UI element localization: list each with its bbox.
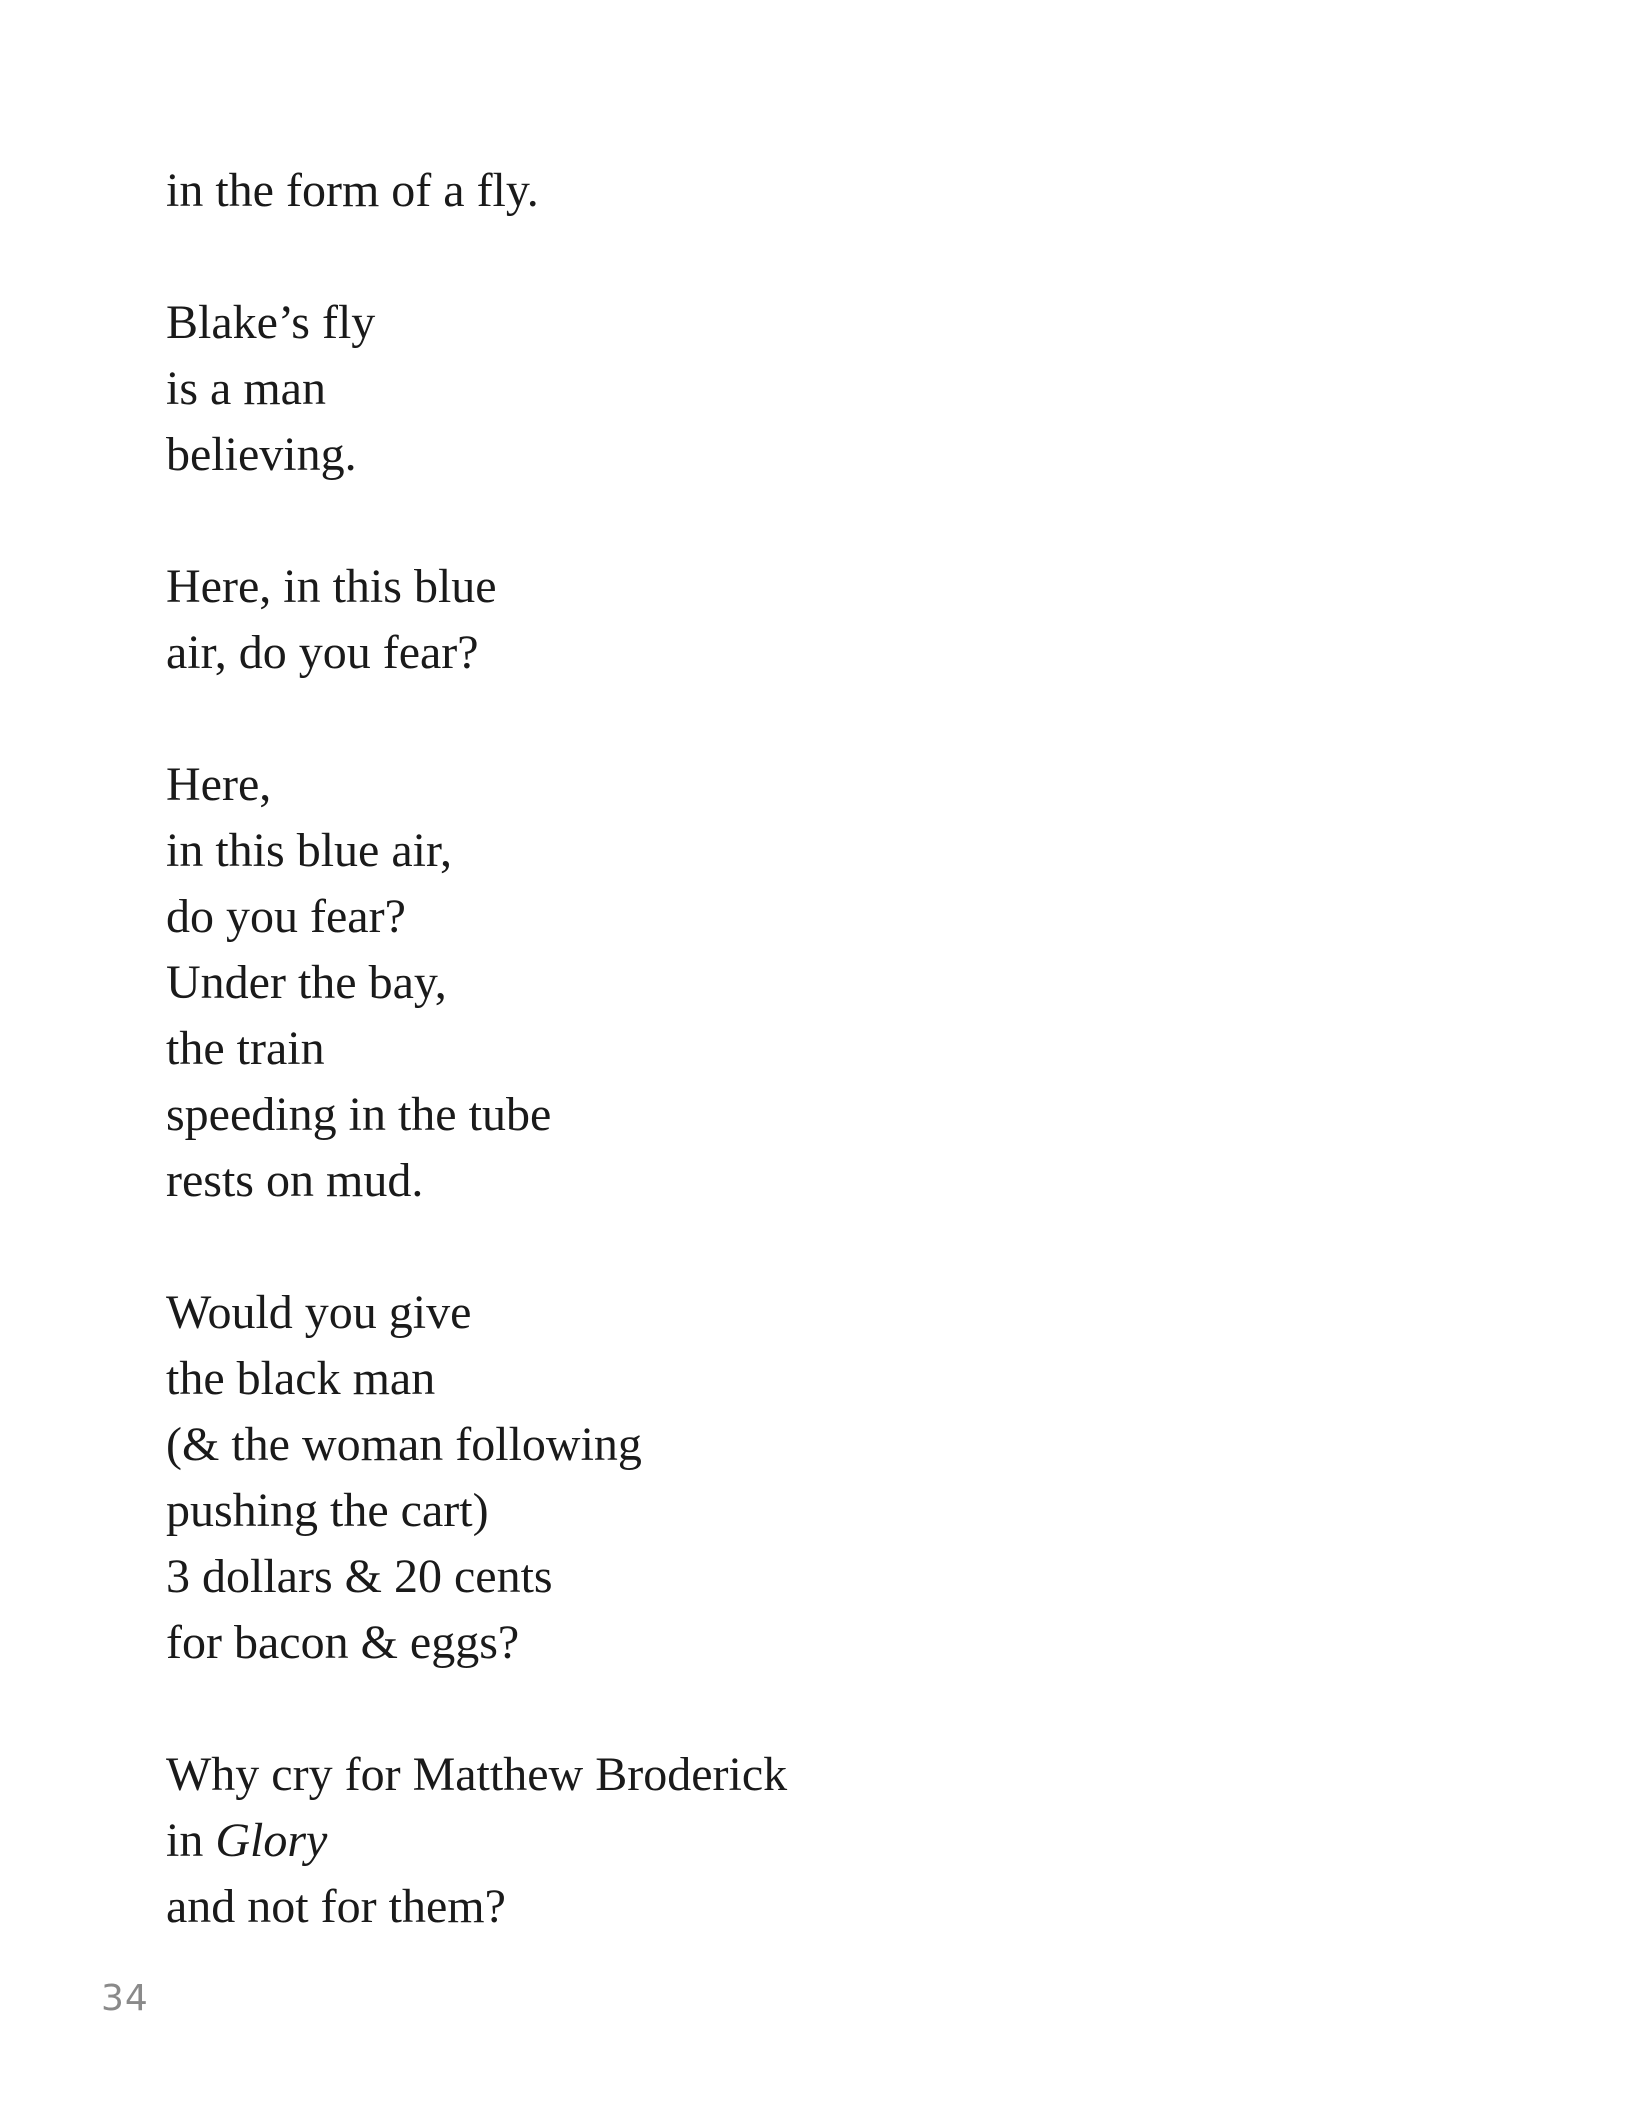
poem-line: Here, in this blue bbox=[166, 560, 497, 613]
poem-line: Here, bbox=[166, 758, 272, 811]
poem-line: believing. bbox=[166, 428, 357, 481]
poem-line: do you fear? bbox=[166, 890, 406, 943]
film-title: Glory bbox=[215, 1814, 328, 1867]
stanza-5 bbox=[166, 1280, 1366, 1676]
poem-line: in the form of a fly. bbox=[166, 164, 539, 217]
stanza-4 bbox=[166, 752, 1366, 1214]
poem-line: rests on mud. bbox=[166, 1154, 424, 1207]
poem-line: is a man bbox=[166, 362, 326, 415]
poem-line: in this blue air, bbox=[166, 824, 453, 877]
poem-line: Under the bay, bbox=[166, 956, 447, 1009]
poem-line: for bacon & eggs? bbox=[166, 1616, 520, 1669]
poem-line: pushing the cart) bbox=[166, 1484, 489, 1537]
poem-line: air, do you fear? bbox=[166, 626, 479, 679]
poem-line: Would you give bbox=[166, 1286, 472, 1339]
poem-line: 3 dollars & 20 cents bbox=[166, 1550, 553, 1603]
poem-line: (& the woman following bbox=[166, 1418, 642, 1471]
poem-line: and not for them? bbox=[166, 1880, 506, 1933]
stanza-3 bbox=[166, 554, 1366, 686]
page-number: 34 bbox=[101, 1978, 149, 2019]
poem-line-prefix: in bbox=[166, 1814, 216, 1867]
stanza-2 bbox=[166, 290, 1366, 488]
poem-line: Blake’s fly bbox=[166, 296, 376, 349]
poem-line: speeding in the tube bbox=[166, 1088, 552, 1141]
stanza-1 bbox=[166, 158, 1366, 224]
poem-body bbox=[166, 158, 1366, 1940]
poem-line: the black man bbox=[166, 1352, 436, 1405]
poem-line-with-title bbox=[166, 1808, 1366, 1874]
stanza-6 bbox=[166, 1742, 1366, 1940]
poem-line: Why cry for Matthew Broderick bbox=[166, 1748, 788, 1801]
poem-line: the train bbox=[166, 1022, 325, 1075]
